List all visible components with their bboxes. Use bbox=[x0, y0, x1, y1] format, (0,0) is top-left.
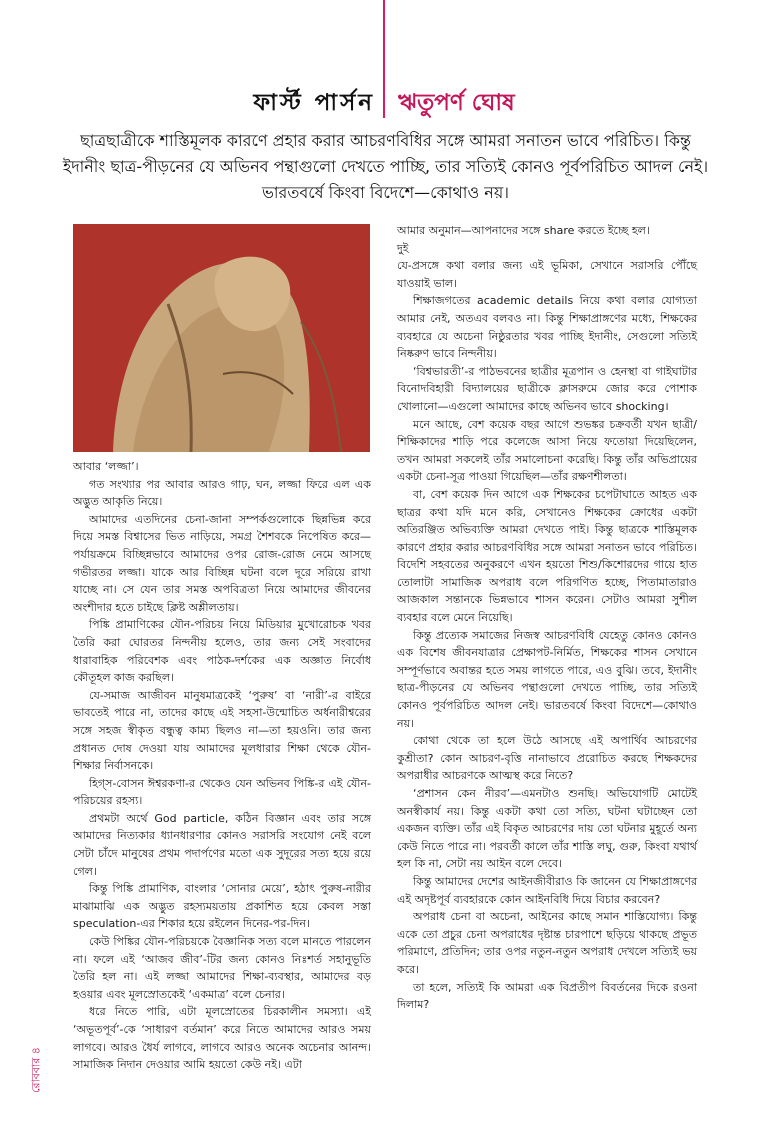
paragraph: কিন্তু পিঙ্কি প্রামাণিক, বাংলার ‘সোনার মেয়ে’, হঠাৎ পুরুষ-নারীর মাঝামাঝি এক অদ্ভুত রহস্যময়তায় প্রকাশিত হয়ে কেবল সস্তা speculation-এর শিকার হয়ে রইলেন দিনের-পর-দিন। bbox=[73, 882, 371, 931]
right-text-column bbox=[397, 222, 697, 1014]
paragraph: মনে আছে, বেশ কয়েক বছর আগে শুভঙ্কর চক্রবর্তী যখন ছাত্রী/শিক্ষিকাদের শাড়ি পরে কলেজে আসা নিয়ে ফতোয়া দিয়েছিলেন, তখন আমরা সকলেই তাঁর সমালোচনা করেছি। কিন্তু তাঁর অভিপ্রায়ের একটা চেনা-সূত্র পাওয়া গিয়েছিল—তাঁর রক্ষণশীলতা। bbox=[397, 417, 697, 484]
paragraph: কেউ পিঙ্কির যৌন-পরিচয়কে বৈজ্ঞানিক সত্য বলে মানতে পারলেন না। ফলে এই ‘আজব জীব’-টির জন্য কোনও নিঃশর্ত সহানুভূতি তৈরি হল না। এই লজ্জা আমাদের শিক্ষা-ব্যবস্থার, আমাদের বড় হওয়ার এবং মূলস্রোতকেই ‘একমাত্র’ বলে চেনার। bbox=[73, 935, 371, 1001]
paragraph: যে-সমাজ আজীবন মানুষমাত্রকেই ‘পুরুষ’ বা ‘নারী’-র বাইরে ভাবতেই পারে না, তাদের কাছে এই সহসা-উন্মোচিত অর্ধনারীশ্বরের সঙ্গে সহজ স্বীকৃত বন্ধুত্ব কাম্য ছিলও না—তা হয়ওনি। তার জন্য প্রধানত দোষ দেওয়া যায় আমাদের মূলধারার শিক্ষা থেকে যৌন-শিক্ষার নির্বাসনকে। bbox=[73, 688, 371, 773]
paragraph: কিন্তু আমাদের দেশের আইনজীবীরাও কি জানেন যে শিক্ষাপ্রাঙ্গণের এই অদৃষ্টপূর্ব ব্যবহারকে কোন আইনবিধি দিয়ে বিচার করবেন? bbox=[397, 874, 697, 906]
section-number: দুই bbox=[397, 241, 409, 255]
page-footer bbox=[29, 1025, 45, 1115]
painting-figure-svg bbox=[73, 224, 370, 452]
author-name: ঋতুপর্ণ ঘোষ bbox=[398, 90, 515, 116]
paragraph: ‘বিশ্বভারতী’-র পাঠভবনের ছাত্রীর মূত্রপান ও হেনস্থা বা গাইঘাটার বিনোদবিহারী বিদ্যালয়ের ছাত্রীকে ক্লাসরুমে জোর করে পোশাক খোলানো—এগুলো আমাদের কাছে অভিনব ভাবে shocking। bbox=[397, 364, 697, 413]
footer-folio: রোববার ৪ bbox=[29, 1047, 43, 1093]
paragraph: বা, বেশ কয়েক দিন আগে এক শিক্ষকের চপেটাঘাতে আহত এক ছাত্রর কথা যদি মনে করি, সেখানেও শিক্ষকের ক্রোধের একটা অতিরঞ্জিত অভিব্যক্তি আমরা দেখতে পাই। কিন্তু ছাত্রকে শাস্তিমূলক কারণে প্রহার করার আচরণবিধির সঙ্গে আমরা সনাতন ভাবে পরিচিত। বিদেশি সহবতের অনুকরণে এখন হয়তো শিশু/কিশোরদের গায়ে হাত তোলাটা সামাজিক অপরাধ বলে পরিগণিত হচ্ছে, পিতামাতারাও আজকাল সন্তানকে ভিন্নভাবে শাসন করেন। সেটাও আমরা সুশীল ব্যবহার বলে মেনে নিয়েছি। bbox=[397, 487, 697, 625]
paragraph: অপরাধ চেনা বা অচেনা, আইনের কাছে সমান শাস্তিযোগ্য। কিন্তু একে তো প্রচুর চেনা অপরাধের দৃষ্টান্ত চারপাশে ছড়িয়ে থাকছে প্রভূত পরিমাণে, প্রতিদিন; তার ওপর নতুন-নতুন অপরাধ দেখলে সত্যিই ভয় করে। bbox=[397, 910, 697, 976]
column-title: ফার্স্ট পার্সন bbox=[253, 90, 375, 116]
painting-image bbox=[73, 224, 370, 452]
paragraph: কোথা থেকে তা হলে উঠে আসছে এই অপার্থিব আচরণের কুশ্রীতা? কোন আচরণ-বৃত্তি নানাভাবে প্ররোচিত করছে শিক্ষকদের অপরাধীর আচরণকে আত্মস্থ করে নিতে? bbox=[397, 734, 697, 783]
paragraph: গত সংখ্যার পর আবার আরও গাঢ়, ঘন, লজ্জা ফিরে এল এক অদ্ভুত আকৃতি নিয়ে। bbox=[73, 477, 371, 509]
paragraph: ‘প্রশাসন কেন নীরব’—এমনটাও শুনছি। অভিযোগটি মোটেই অনস্বীকার্য নয়। কিন্তু একটা কথা তো সত্যি, ঘটনা ঘটাচ্ছেন তো একজন ব্যক্তি। তাঁর এই বিকৃত আচরণের দায় তো ঘটনার মুহূর্তে অন্য কেউ নিতে পারে না। পরবর্তী কালে তাঁর শাস্তি লঘু, গুরু, কিংবা যথার্থ হল কি না, সেটা নয় আইন বলে দেবে। bbox=[397, 787, 697, 871]
paragraph: কিন্তু প্রত্যেক সমাজের নিজস্ব আচরণবিধি যেহেতু কোনও কোনও এক বিশেষ জীবনযাত্রার প্রেক্ষাপট-নির্মিত, শিক্ষকের শাসন সেখানে সম্পূর্ণভাবে অবান্তর হতে সময় লাগতে পারে, এও বুঝি। তবে, ইদানীং ছাত্র-পীড়নের যে অভিনব পন্থাগুলো দেখতে পাচ্ছি, তার সত্যিই কোনও পূর্বপরিচিত আদল নেই। ভারতবর্ষে কিংবা বিদেশে—কোথাও নয়। bbox=[397, 628, 697, 730]
paragraph: প্রথমটা অর্থে God particle, কঠিন বিজ্ঞান এবং তার সঙ্গে আমাদের নিত্যকার ধ্যানধারণার কোনও সরাসরি সংযোগ নেই বলে সেটা চাঁদে মানুষের প্রথম পদার্পণের মতো এক সুদূরের সত্য হয়ে রয়ে গেল। bbox=[73, 811, 371, 878]
paragraph: ধরে নিতে পারি, এটা মূলস্রোতের চিরকালীন সমস্যা। এই ‘অভূতপূর্ব’-কে ‘সাধারণ বর্তমান’ করে নিতে আমাদের আরও সময় লাগবে। আরও ধৈর্য লাগবে, লাগবে আরও অনেক অচেনার আনন্দ। সামাজিক নিদান দেওয়ার আমি হয়তো কেউ নই। এটা bbox=[73, 1005, 371, 1072]
paragraph: পিঙ্কি প্রামাণিকের যৌন-পরিচয় নিয়ে মিডিয়ার মুখোরোচক খবর তৈরি করা ঘোরতর নিন্দনীয় হলেও, তার জন্য সেই সংবাদের ধারাবাহিক পরিবেশক এবং পাঠক-দর্শকের এক অজ্ঞাত নির্বোধ কৌতূহল কাজ করছিল। bbox=[73, 618, 371, 685]
left-text-column bbox=[73, 458, 371, 1074]
paragraph: আমাদের এতদিনের চেনা-জানা সম্পর্কগুলোকে ছিন্নভিন্ন করে দিয়ে সমস্ত বিশ্বাসের ভিত নাড়িয়ে, সমগ্র শৈশবকে নিপেষিত করে—পর্যায়ক্রমে বিচ্ছিন্নভাবে আমাদের ওপর রোজ-রোজ নেমে আসছে গভীরতর লজ্জা। যাকে আর বিচ্ছিন্ন ঘটনা বলে দূরে সরিয়ে রাখা যাচ্ছে না। সে যেন তার সমস্ত অপবিত্রতা নিয়ে আমাদের জীবনের অংশীদার হতে চাইছে ক্লিষ্ট অশ্লীলতায়। bbox=[73, 512, 371, 614]
paragraph: আমার অনুমান—আপনাদের সঙ্গে share করতে ইচ্ছে হল। bbox=[397, 224, 650, 237]
lede-paragraph: ছাত্রছাত্রীকে শাস্তিমূলক কারণে প্রহার করার আচরণবিধির সঙ্গে আমরা সনাতন ভাবে পরিচিত। কিন্তু ইদানীং ছাত্র-পীড়নের যে অভিনব পন্থাগুলো দেখতে পাচ্ছি, তার সত্যিই কোনও পূর্বপরিচিত আদল নেই। ভারতবর্ষে কিংবা বিদেশে—কোথাও নয়। bbox=[62, 131, 709, 202]
paragraph: যে-প্রসঙ্গে কথা বলার জন্য এই ভূমিকা, সেখানে সরাসরি পৌঁছে যাওয়াই ভাল। bbox=[397, 259, 697, 290]
paragraph: হিগ্‌স-বোসন ঈশ্বরকণা-র থেকেও যেন অভিনব পিঙ্কি-র এই যৌন-পরিচয়ের রহস্য। bbox=[73, 776, 371, 808]
paragraph: আবার ‘লজ্জা’। bbox=[73, 460, 139, 473]
paragraph: শিক্ষাজগতের academic details নিয়ে কথা বলার যোগ্যতা আমার নেই, অতএব বলবও না। কিন্তু শিক্ষাপ্রাঙ্গণের মধ্যে, শিক্ষকের ব্যবহারে যে অচেনা নিষ্ঠুরতার খবর পাচ্ছি ইদানীং, সেগুলো সত্যিই নিষ্করুণ ভাবে নিন্দনীয়। bbox=[397, 294, 697, 361]
paragraph: তা হলে, সত্যিই কি আমরা এক বিপ্রতীপ বিবর্তনের দিকে রওনা দিলাম? bbox=[397, 980, 697, 1012]
header-divider bbox=[383, 0, 385, 118]
